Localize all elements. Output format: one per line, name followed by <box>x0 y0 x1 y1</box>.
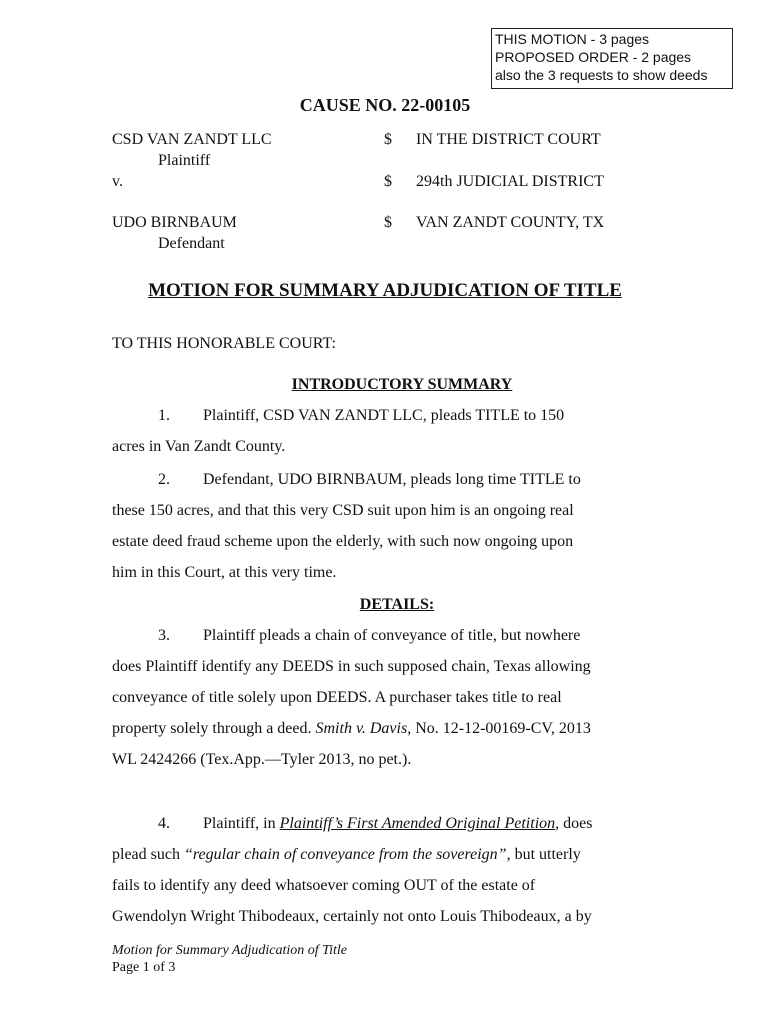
section-symbol: $ <box>384 173 392 190</box>
plaintiff-name: CSD VAN ZANDT LLC <box>112 131 272 148</box>
para-3-line: conveyance of title solely upon DEEDS. A purchaser takes title to real <box>112 689 562 706</box>
para-4-text: , does <box>555 815 593 832</box>
para-3-line: does Plaintiff identify any DEEDS in such supposed chain, Texas allowing <box>112 658 591 675</box>
details-heading: DETAILS: <box>359 596 435 613</box>
para-2-line: these 150 acres, and that this very CSD suit upon him is an ongoing real <box>112 502 574 519</box>
para-3-text: , No. 12-12-00169-CV, 2013 <box>407 720 591 737</box>
para-4-line <box>112 846 581 864</box>
note-line-2: PROPOSED ORDER - 2 pages <box>495 49 692 65</box>
defendant-name: UDO BIRNBAUM <box>112 214 237 231</box>
quoted-phrase: “regular chain of conveyance from the sovereign” <box>183 846 507 863</box>
para-4-line: fails to identify any deed whatsoever coming OUT of the estate of <box>112 877 536 894</box>
para-1-line: Plaintiff, CSD VAN ZANDT LLC, pleads TITLE to 150 <box>203 407 565 424</box>
para-4-number: 4. <box>158 815 170 832</box>
introductory-summary-heading: INTRODUCTORY SUMMARY <box>291 376 513 393</box>
page-count-note <box>491 28 733 89</box>
para-2-line: estate deed fraud scheme upon the elderly, with such now ongoing upon <box>112 533 574 550</box>
para-4-text: plead such <box>112 846 184 863</box>
para-4-text: , but utterly <box>506 846 581 863</box>
footer-page-number: Page 1 of 3 <box>112 960 176 975</box>
para-3-text: property solely through a deed. <box>112 720 316 737</box>
plaintiff-role: Plaintiff <box>158 152 211 169</box>
section-symbol: $ <box>384 131 392 148</box>
cause-number: CAUSE NO. 22-00105 <box>299 95 471 115</box>
note-line-1: THIS MOTION - 3 pages <box>495 31 650 47</box>
para-1-number: 1. <box>158 407 170 424</box>
versus: v. <box>112 173 123 190</box>
para-1-line: acres in Van Zandt County. <box>112 438 286 455</box>
para-2-line: Defendant, UDO BIRNBAUM, pleads long time TITLE to <box>203 471 581 488</box>
para-4-line: Gwendolyn Wright Thibodeaux, certainly not onto Louis Thibodeaux, a by <box>112 908 592 925</box>
para-3-line <box>112 720 591 738</box>
salutation: TO THIS HONORABLE COURT: <box>112 335 336 352</box>
county: VAN ZANDT COUNTY, TX <box>416 214 605 231</box>
judicial-district: 294th JUDICIAL DISTRICT <box>416 173 604 190</box>
section-symbol: $ <box>384 214 392 231</box>
para-4-line <box>203 815 592 833</box>
para-2-line: him in this Court, at this very time. <box>112 564 337 581</box>
defendant-role: Defendant <box>158 235 225 252</box>
document-title: MOTION FOR SUMMARY ADJUDICATION OF TITLE <box>148 280 622 301</box>
para-2-number: 2. <box>158 471 170 488</box>
note-line-3: also the 3 requests to show deeds <box>495 67 708 83</box>
para-4-text: Plaintiff, in <box>203 815 280 832</box>
para-3-line: Plaintiff pleads a chain of conveyance of title, but nowhere <box>203 627 581 644</box>
para-3-line: WL 2424266 (Tex.App.—Tyler 2013, no pet.). <box>112 751 412 768</box>
para-3-number: 3. <box>158 627 170 644</box>
court-name: IN THE DISTRICT COURT <box>416 131 601 148</box>
case-citation: Smith v. Davis <box>315 720 408 737</box>
petition-reference: Plaintiff’s First Amended Original Petition <box>279 815 556 832</box>
footer-document-title: Motion for Summary Adjudication of Title <box>112 943 348 958</box>
